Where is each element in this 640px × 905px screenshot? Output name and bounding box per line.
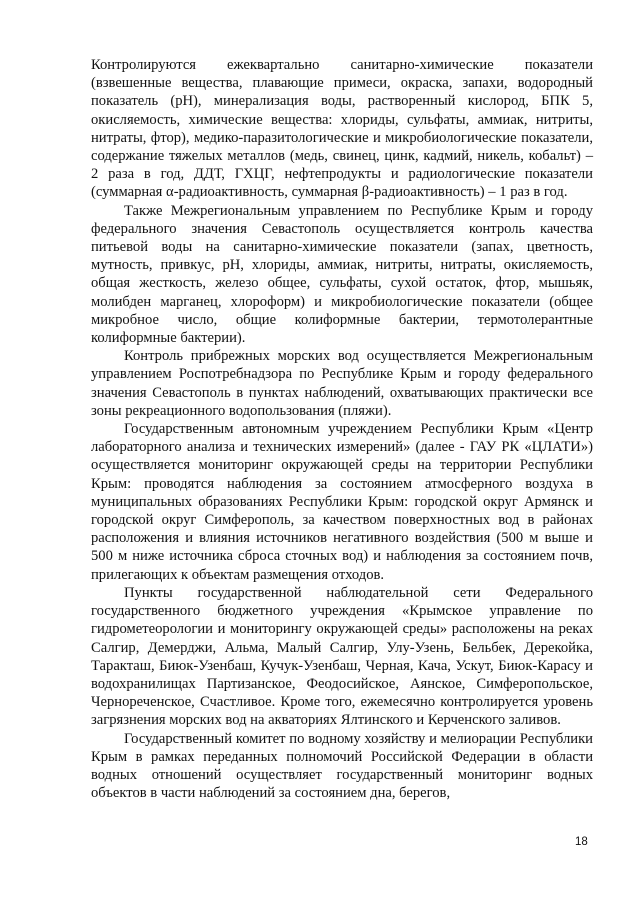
paragraph-observation-network: Пункты государственной наблюдательной сети Федерального государственного бюджетного учреждения «Крымское управление по гидрометеорологии и мониторингу окружающей среды» расположены на реках Салгир, Демерджи, Альма, Малый Салгир, Улу-Узень, Бельбек, Дерекойка, Таракташ, Биюк-Узенбаш, Кучук-Узенбаш, Черная, Кача, Ускут, Биюк-Карасу и водохранилищах Партизанское, Феодосийское, Аянское, Симферопольское, Чернореченское, Счастливое. Кроме того, ежемесячно контролируется уровень загрязнения морских вод на акваториях Ялтинского и Керченского заливов. bbox=[91, 584, 593, 729]
paragraph-monitoring-indicators: Контролируются ежеквартально санитарно-химические показатели (взвешенные вещества, плавающие примеси, окраска, запахи, водородный показатель (pH), минерализация воды, растворенный кислород, БПК 5, окисляемость, химические вещества: хлориды, сульфаты, аммиак, нитриты, нитраты, фтор), медико-паразитологические и микробиологические показатели, содержание тяжелых металлов (медь, свинец, цинк, кадмий, никель, кобальт) – 2 раза в год, ДДТ, ГХЦГ, нефтепродукты и радиологические показатели (суммарная α-радиоактивность, суммарная β-радиоактивность) – 1 раз в год. bbox=[91, 57, 593, 201]
paragraph-drinking-water-control: Также Межрегиональным управлением по Республике Крым и городу федерального значения Севастополь осуществляется контроль качества питьевой воды на санитарно-химические показатели (запах, цветность, мутность, привкус, pH, хлориды, аммиак, нитриты, нитраты, окисляемость, общая жесткость, железо общее, сульфаты, сухой остаток, фтор, мышьяк, молибден марганец, хлороформ) и микробиологические показатели (общее микробное число, общие колиформные бактерии, термотолерантные колиформные бактерии). bbox=[91, 202, 593, 347]
paragraph-coastal-waters-control: Контроль прибрежных морских вод осуществляется Межрегиональным управлением Роспотребнадзора по Республике Крым и городу федерального значения Севастополь в пунктах наблюдений, охватывающих практически все зоны рекреационного водопользования (пляжи). bbox=[91, 348, 593, 419]
paragraph-gau-rk-tslati: Государственным автономным учреждением Республики Крым «Центр лабораторного анализа и технических измерений» (далее - ГАУ РК «ЦЛАТИ») осуществляется мониторинг окружающей среды на территории Республики Крым: проводятся наблюдения за состоянием атмосферного воздуха в муниципальных образованиях Республики Крым: городской округ Армянск и городской округ Симферополь, за качеством поверхностных вод в районах расположения и влияния источников негативного воздействия (500 м выше и 500 м ниже источника сброса сточных вод) и наблюдения за состоянием почв, прилегающих к объектам размещения отходов. bbox=[91, 421, 593, 583]
document-body bbox=[91, 56, 593, 802]
paragraph-water-committee: Государственный комитет по водному хозяйству и мелиорации Республики Крым в рамках переданных полномочий Российской Федерации в области водных отношений осуществляет государственный мониторинг водных объектов в части наблюдений за состоянием дна, берегов, bbox=[91, 730, 593, 802]
page-number: 18 bbox=[575, 836, 588, 848]
